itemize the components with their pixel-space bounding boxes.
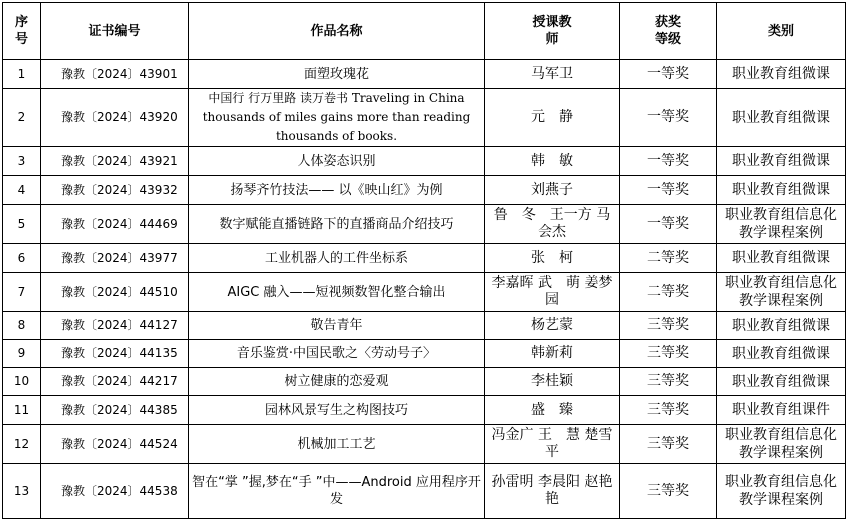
cell-cert: 豫教〔2024〕44385: [41, 396, 189, 425]
header-teacher: 授课教师: [485, 3, 620, 60]
cell-cert: 豫教〔2024〕44524: [41, 425, 189, 464]
cell-cert: 豫教〔2024〕44510: [41, 273, 189, 312]
table-row: [3, 368, 846, 396]
cell-cert: 豫教〔2024〕43920: [41, 89, 189, 147]
table-row: [3, 396, 846, 425]
cell-teacher: 元 静: [485, 89, 620, 147]
cell-category: 职业教育组课件: [717, 396, 846, 425]
cell-cert: 豫教〔2024〕44217: [41, 368, 189, 396]
cell-no: 3: [3, 147, 41, 176]
cell-level: 三等奖: [620, 464, 717, 519]
header-work: 作品名称: [189, 3, 485, 60]
header-row: [3, 3, 846, 60]
cell-category: 职业教育组信息化教学课程案例: [717, 464, 846, 519]
cell-no: 9: [3, 340, 41, 368]
cell-work: 机械加工工艺: [189, 425, 485, 464]
cell-work: 人体姿态识别: [189, 147, 485, 176]
cell-category: 职业教育组微课: [717, 312, 846, 340]
awards-table: [2, 2, 846, 519]
cell-teacher: 杨艺蒙: [485, 312, 620, 340]
cell-category: 职业教育组微课: [717, 368, 846, 396]
cell-level: 三等奖: [620, 368, 717, 396]
cell-work: 扬琴齐竹技法—— 以《映山红》为例: [189, 176, 485, 205]
cell-cert: 豫教〔2024〕43932: [41, 176, 189, 205]
cell-category: 职业教育组信息化教学课程案例: [717, 205, 846, 244]
cell-cert: 豫教〔2024〕43921: [41, 147, 189, 176]
cell-no: 6: [3, 244, 41, 273]
cell-level: 三等奖: [620, 340, 717, 368]
cell-level: 一等奖: [620, 147, 717, 176]
cell-level: 三等奖: [620, 425, 717, 464]
cell-work: 音乐鉴赏·中国民歌之〈劳动号子〉: [189, 340, 485, 368]
cell-teacher: 李桂颖: [485, 368, 620, 396]
cell-teacher: 张 柯: [485, 244, 620, 273]
cell-level: 三等奖: [620, 312, 717, 340]
cell-work: 工业机器人的工件坐标系: [189, 244, 485, 273]
cell-work: 中国行 行万里路 读万卷书 Traveling in China thousands of miles gains more than reading thousands of books.: [189, 89, 485, 147]
cell-work: 智在“掌 ”握,梦在“手 ”中——Android 应用程序开发: [189, 464, 485, 519]
header-level: 获奖等级: [620, 3, 717, 60]
cell-no: 4: [3, 176, 41, 205]
table-row: [3, 340, 846, 368]
table-row: [3, 176, 846, 205]
cell-level: 一等奖: [620, 60, 717, 89]
cell-level: 二等奖: [620, 244, 717, 273]
header-category: 类别: [717, 3, 846, 60]
cell-cert: 豫教〔2024〕43977: [41, 244, 189, 273]
cell-teacher: 盛 臻: [485, 396, 620, 425]
cell-no: 7: [3, 273, 41, 312]
cell-work: 敬告青年: [189, 312, 485, 340]
cell-work: 面塑玫瑰花: [189, 60, 485, 89]
table-row: [3, 312, 846, 340]
cell-cert: 豫教〔2024〕44538: [41, 464, 189, 519]
cell-cert: 豫教〔2024〕43901: [41, 60, 189, 89]
cell-cert: 豫教〔2024〕44469: [41, 205, 189, 244]
cell-level: 三等奖: [620, 396, 717, 425]
cell-teacher: 冯金广 王 慧 楚雪平: [485, 425, 620, 464]
cell-work: 树立健康的恋爱观: [189, 368, 485, 396]
cell-category: 职业教育组信息化教学课程案例: [717, 273, 846, 312]
cell-no: 8: [3, 312, 41, 340]
table-row: [3, 425, 846, 464]
cell-no: 13: [3, 464, 41, 519]
table-row: [3, 244, 846, 273]
cell-category: 职业教育组微课: [717, 147, 846, 176]
cell-no: 1: [3, 60, 41, 89]
cell-work: 数字赋能直播链路下的直播商品介绍技巧: [189, 205, 485, 244]
header-no: 序号: [3, 3, 41, 60]
cell-level: 一等奖: [620, 89, 717, 147]
cell-category: 职业教育组微课: [717, 340, 846, 368]
cell-level: 一等奖: [620, 205, 717, 244]
cell-no: 12: [3, 425, 41, 464]
cell-no: 11: [3, 396, 41, 425]
cell-category: 职业教育组微课: [717, 176, 846, 205]
cell-teacher: 鲁 冬 王一方 马会杰: [485, 205, 620, 244]
cell-no: 2: [3, 89, 41, 147]
cell-level: 二等奖: [620, 273, 717, 312]
table-row: [3, 464, 846, 519]
table-row: [3, 273, 846, 312]
table-row: [3, 89, 846, 147]
cell-work: AIGC 融入——短视频数智化整合输出: [189, 273, 485, 312]
cell-teacher: 韩新莉: [485, 340, 620, 368]
cell-teacher: 马军卫: [485, 60, 620, 89]
cell-level: 一等奖: [620, 176, 717, 205]
header-cert: 证书编号: [41, 3, 189, 60]
cell-work: 园林风景写生之构图技巧: [189, 396, 485, 425]
cell-category: 职业教育组微课: [717, 60, 846, 89]
cell-teacher: 李嘉晖 武 萌 姜梦园: [485, 273, 620, 312]
cell-teacher: 刘燕子: [485, 176, 620, 205]
table-row: [3, 60, 846, 89]
cell-no: 10: [3, 368, 41, 396]
cell-cert: 豫教〔2024〕44135: [41, 340, 189, 368]
table-row: [3, 147, 846, 176]
table-row: [3, 205, 846, 244]
cell-category: 职业教育组信息化教学课程案例: [717, 425, 846, 464]
cell-no: 5: [3, 205, 41, 244]
cell-category: 职业教育组微课: [717, 89, 846, 147]
cell-teacher: 孙雷明 李晨阳 赵艳艳: [485, 464, 620, 519]
cell-teacher: 韩 敏: [485, 147, 620, 176]
cell-category: 职业教育组微课: [717, 244, 846, 273]
cell-cert: 豫教〔2024〕44127: [41, 312, 189, 340]
